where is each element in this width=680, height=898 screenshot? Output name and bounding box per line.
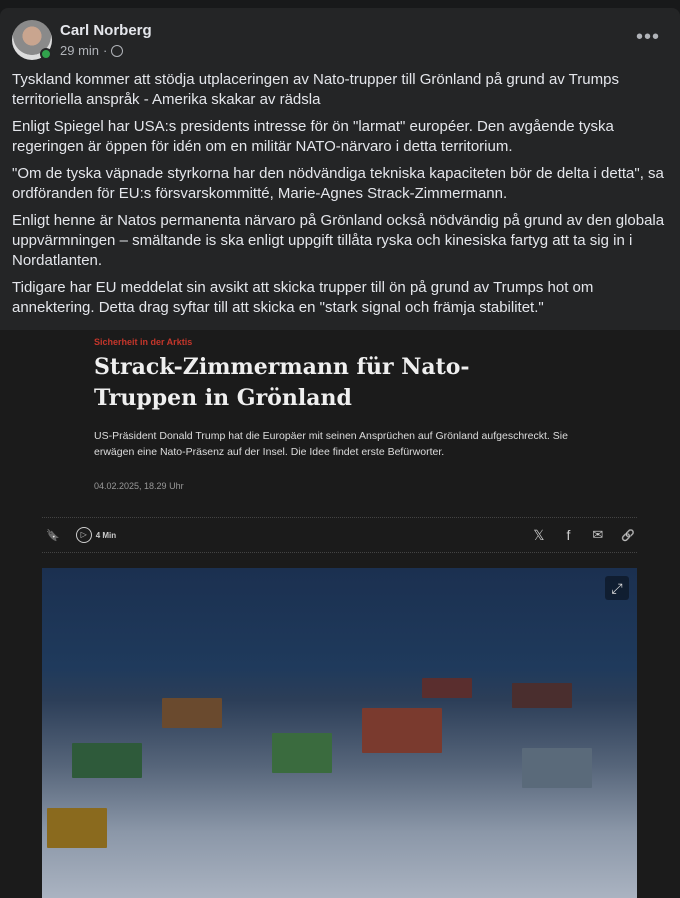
article-toolbar: [42, 517, 637, 553]
house: [162, 698, 222, 728]
paragraph: Tyskland kommer att stödja utplaceringen av Nato-trupper till Grönland på grund av Trumps territoriella anspråk - Amerika skakar av rädsla: [12, 71, 619, 108]
more-options-icon[interactable]: •••: [635, 26, 660, 48]
house: [512, 683, 572, 708]
paragraph: "Om de tyska väpnade styrkorna har den nödvändiga tekniska kapaciteten bör de delta i detta", sa ordföranden för EU:s försvarskommitté, Marie-Agnes Strack-Zimmermann.: [12, 165, 664, 202]
house: [272, 733, 332, 773]
article-kicker: Sicherheit in der Arktis: [94, 337, 193, 347]
paragraph: Enligt Spiegel har USA:s presidents intresse för ön "larmat" européer. Den avgående tyska regeringen är öppen för idén om en militär NATO-närvaro i detta territorium.: [12, 118, 614, 155]
greenland-town-photo: [42, 568, 637, 898]
post-card: [0, 8, 680, 330]
post-meta: [60, 43, 123, 58]
paragraph: Enligt henne är Natos permanenta närvaro på Grönland också nödvändig på grund av den globala uppvärmningen – smältande is ska enligt uppgift tillåta ryska och kinesiska fartyg att ta sig in i Nordatlanten.: [12, 212, 665, 269]
house: [362, 708, 442, 753]
house: [47, 808, 107, 848]
house: [72, 743, 142, 778]
read-time: 4 Min: [95, 530, 117, 540]
link-icon: 🔗: [621, 529, 635, 542]
article-date: 04.02.2025, 18.29 Uhr: [94, 481, 184, 491]
mail-share-icon: ✉: [592, 527, 604, 542]
post-time[interactable]: 29 min: [60, 43, 100, 58]
x-share-icon: 𝕏: [533, 526, 545, 543]
facebook-share-icon: f: [566, 527, 571, 543]
expand-icon: ⤢: [605, 576, 629, 600]
article-headline: Strack-Zimmermann für Nato-Truppen in Grönland: [94, 354, 470, 411]
bookmark-icon: 🔖: [46, 529, 60, 542]
author-name[interactable]: Carl Norberg: [60, 22, 152, 39]
post-image[interactable]: [0, 330, 680, 898]
article-lead: US-Präsident Donald Trump hat die Europäer mit seinen Ansprüchen auf Grönland aufgeschreckt. Sie erwägen eine Nato-Präsenz auf der Insel. Die Idee findet erste Befürworter.: [94, 430, 568, 458]
globe-icon: [111, 45, 123, 57]
separator: ·: [103, 43, 108, 58]
online-status-icon: [40, 48, 52, 60]
house: [522, 748, 592, 788]
house: [422, 678, 472, 698]
paragraph: Tidigare har EU meddelat sin avsikt att skicka trupper till ön på grund av Trumps hot om annektering. Detta drag syftar till att skicka en "stark signal och främja stabilitet.": [12, 279, 594, 316]
post-text: [12, 70, 672, 325]
play-icon: ▷: [76, 527, 92, 543]
